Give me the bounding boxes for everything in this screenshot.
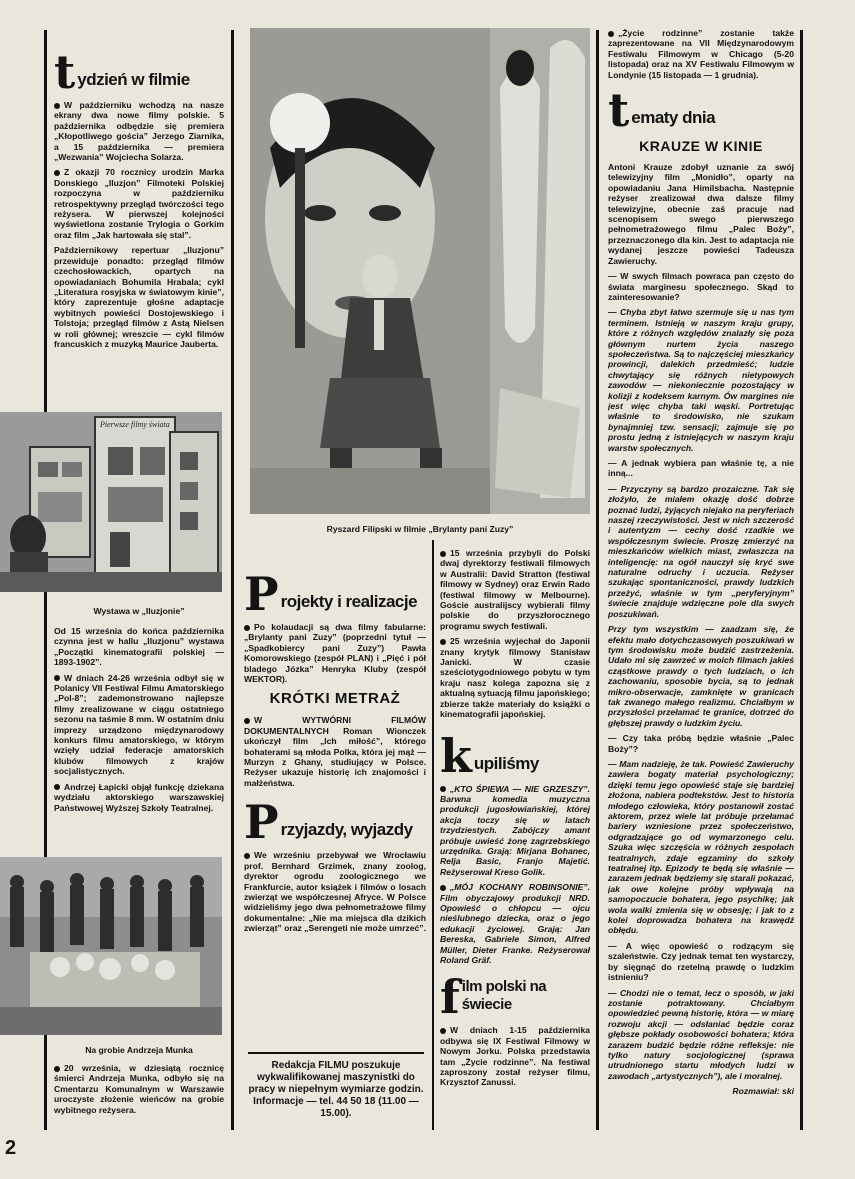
- article-question: — Czy taka próbą będzie właśnie „Palec Boży”?: [608, 733, 794, 754]
- news-item: Z okazji 70 rocznicy urodzin Marka Donskiego „Iluzjon” Filmoteki Polskiej rozpoczyna w październiku retrospektywny przegląd twórczości tego reżysera. W pierwszej kolejności wyświetlona zostanie Trylogia o Gorkim oraz film „Jak hartowała się stal”.: [54, 167, 224, 240]
- bullet-icon: [440, 551, 446, 557]
- section-title-krotki: KRÓTKI METRAŻ: [269, 690, 401, 708]
- article-answer: — Chyba zbyt łatwo szermuje się u nas tym terminem. Istnieją w naszym kraju grupy, które z różnych względów znalazły się poza głównym nurtem życia naszego społeczeństwa. Są to najczęściej mieszkańcy prowincji, dalekich przedmieść; ludzie chwytający się różnych nietypowych zawodów — niekoniecznie pozostający w kolizji z kodeksem karnym. Ów margines nie jest więc chyba taki wąski. Portretując właśnie to środowisko, nie szukam bynajmniej tzw. sensacji; zajmuje się po prostu jedną z istniejących w naszym kraju warstw społecznych.: [608, 307, 794, 453]
- main-film-photo-drawing: [250, 28, 590, 514]
- article-question: — A więc opowieść o rodzącym się szaleństwie. Czy jednak temat ten wystarczy, by sięgnąć do rzetelną prawdę o ludzkim istnieniu?: [608, 940, 794, 983]
- dropcap: P: [244, 795, 279, 850]
- section-head-tematy: [608, 83, 794, 138]
- bullet-icon: [440, 1028, 446, 1034]
- photo-caption: Na grobie Andrzeja Munka: [85, 1045, 193, 1055]
- news-item: 25 września wyjechał do Japonii znany krytyk filmowy Stanisław Janicki. W czasie sześciotygodniowego pobytu w tym kraju nasz kolega zapozna się z aktualną sytuacją filmu japońskiego; zbierze także materiały do książki o kinematografii japońskiej.: [440, 636, 590, 720]
- main-film-photo: [250, 28, 590, 514]
- bullet-icon: [244, 853, 250, 859]
- news-item: W październiku wchodzą na nasze ekrany dwa nowe filmy polskie. 5 października odbędzie się premiera „Kłopotliwego gościa” Jerzego Ziarnika, a 15 października — premiera „Wezwania” Wojciecha Solarza.: [54, 100, 224, 163]
- article-answer: Przy tym wszystkim — zaadzam się, że efektu mało dotychczasowych poszukiwań w tym środowisku może budzić zastrzeżenia. Udało mi się zawrzeć w moich filmach jakieś cząstkowe prawdy o tych ludziach, o ich zachowaniu, sposobie bycia, są to jednak mikro-obserwacje, zamknięte w granicach tak zwanego małego realizmu. Chciałbym w przyszłości przełamać te granice, dotrzeć do głębszej prawdy o ludzkim życiu.: [608, 624, 794, 728]
- bullet-icon: [440, 885, 446, 891]
- bullet-icon: [608, 31, 614, 37]
- news-item: Po kolaudacji są dwa filmy fabularne: „Brylanty pani Zuzy” (poprzedni tytuł — „Spadkobiercy pani Zuzy”) Pawła Komorowskiego (zespół PLAN) i „Pięć i pół bladego Józka” Henryka Kluby (zespół WEKTOR).: [244, 622, 426, 685]
- section-title: ilm polski na świecie: [461, 978, 547, 1014]
- center-right-column: [440, 548, 590, 1128]
- left-column: [54, 50, 224, 410]
- section-title: rojekty i realizacje: [280, 592, 418, 611]
- grave-photo-drawing: [0, 857, 222, 1035]
- column-rule-center: [231, 30, 234, 1130]
- article-answer: — Przyczyny są bardzo prozaiczne. Tak się złożyło, że miałem okazję dość dobrze poznać ludzi, żyjących niejako na peryferiach naszej rzeczywistości. Jest w nich szczerość i autentyzm — cechy dość rzadkie we współczesnym świecie. Proszę zmierzyć na mieszkańców wielkich miast, zwłaszcza na inteligencję: na ogół nauczył się kryć swe naturalne odruchy i uczucia. Reżyser szukając spontaniczności, prawdy ludzkich przeżyć, właśnie w tym „peryferyjnym” świecie znajduje wdzięczne pole dla swych poszukiwań.: [608, 483, 794, 619]
- news-item: „MÓJ KOCHANY ROBINSONIE”. Film obyczajowy produkcji NRD. Opowieść o chłopcu — ojcu nieślubnego dziecka, oraz o jego edukacji życiowej. Grają: Jan Bereska, Gabriele Simon, Alfred Müller, Dieter Franke. Reżyserował Roland Gräf.: [440, 882, 590, 965]
- article-signature: Rozmawiał: ski: [732, 1086, 794, 1097]
- exhibition-sign: Pierwsze filmy świata: [100, 420, 170, 429]
- bullet-icon: [54, 1066, 60, 1072]
- news-item: Od 15 września do końca października czynna jest w hallu „Iluzjonu” wystawa „Początki kinematografii polskiej — 1893-1902”.: [54, 626, 224, 668]
- article-title: KRAUZE W KINIE: [639, 138, 763, 155]
- bullet-icon: [244, 718, 250, 724]
- news-item: „KTO ŚPIEWA — NIE GRZESZY”. Barwna komedia muzyczna produkcji jugosłowiańskiej, której akcja toczy się w latach trzydziestych. Zabójczy amant próbuje uwieść żonę zagrzebskiego urzędnika. Grają: Mirjana Bohanec, Relja Basic, Franjo Majetić. Reżyserował Kreso Golik.: [440, 783, 590, 877]
- bullet-icon: [54, 675, 60, 681]
- bullet-icon: [54, 784, 60, 790]
- section-head-projekty: [244, 572, 426, 621]
- news-item: W WYTWÓRNI FILMÓW DOKUMENTALNYCH Roman Wionczek ukończył film „Ich miłość”, którego bohaterami są młoda Polka, która jej mąż — Murzyn z Ghany, studiujący w Polsce. Reżyser ukazuje historię ich znajomości i małżeństwa.: [244, 715, 426, 788]
- exhibition-photo-drawing: [0, 412, 222, 592]
- news-item: Październikowy repertuar „Iluzjonu” przewiduje ponadto: przegląd filmów czechosłowackich, opartych na opowiadaniach Bohumila Hrabala; cykl „Literatura rosyjska w światowym kinie”, który zaprezentuje głośne adaptacje wybitnych powieści Dostojewskiego i Tolstoja; przegląd filmów z Astą Nielsen w roli głównej; wreszcie — cykl filmów francuskich z muzyką Maurice Jauberta.: [54, 245, 224, 349]
- notice-rule: [248, 1052, 424, 1054]
- bullet-icon: [54, 170, 60, 176]
- bullet-icon: [54, 103, 60, 109]
- news-item: Andrzej Łapicki objął funkcję dziekana wydziału aktorskiego warszawskiej Państwowej Wyższej Szkoły Teatralnej.: [54, 781, 224, 813]
- column-rule-mid: [432, 540, 434, 1130]
- news-item: 15 września przybyli do Polski dwaj dyrektorzy festiwali filmowych w Australii: David Stratton (festiwal filmowy w Sydney) oraz Erwin Rado (festiwal filmowy w Melbourne). Goście australijscy wybierali filmy polskie do przyszłorocznego programu swych festiwali.: [440, 548, 590, 631]
- article-answer: — Mam nadzieję, że tak. Powieść Zawieruchy zawiera bogaty materiał psychologiczny; dzięki temu jego opowieść staje się bardziej złożona, nabiera podtekstów. Jest to historia młodego człowieka, który postanowił zostać aktorem, przez wiele lat próbuje przełamać bariery wzniesione przez społeczeństwo, odgradzające go od wymarzonego celu. Szuka więc szczęścia w różnych zespołach teatralnych, zdaje egzaminy do szkoły teatralnej itp. Epizody te będą się właśnie — zarazem jednak będziemy się starali pokazać, jak owe kolejne próby wpływają na samopoczucie bohatera, jego psychikę; jak wola walki zmienia się w obsesję; i jak to z kolei doprowadza bohatera na krawędź obłędu.: [608, 758, 794, 936]
- article-question: — W swych filmach powraca pan często do świata marginesu społecznego. Skąd to zainteresowanie?: [608, 271, 794, 302]
- article-paragraph: Antoni Krauze zdobył uznanie za swój telewizyjny film „Monidło”, oparty na opowiadaniu Jana Himilsbacha. Następnie reżyser zrealizował dwa dalsze filmy telewizyjne, obecnie zaś pracuje nad scenopisem swego pierwszego pełnometrażowego filmu „Palec Boży”, przeznaczonego dla kin. Jest to adaptacja nie wydanej jeszcze powieści Tadeusza Zawieruchy.: [608, 162, 794, 266]
- news-item: „Życie rodzinne” zostanie także zaprezentowane na VII Międzynarodowym Festiwalu Filmowym w Chicago (5-20 listopada) oraz na XV Festiwalu Filmowym w Londynie (15 listopada — 1 grudnia).: [608, 28, 794, 80]
- section-title: rzyjazdy, wyjazdy: [280, 820, 413, 840]
- center-left-column: [244, 572, 426, 1132]
- main-photo-caption: Ryszard Filipski w filmie „Brylanty pani Zuzy”: [326, 524, 514, 534]
- page-number: 2: [5, 1137, 17, 1159]
- section-title: ematy dnia: [631, 108, 716, 128]
- dropcap: f: [440, 970, 460, 1025]
- right-column: [608, 28, 794, 1133]
- exhibition-photo: [0, 412, 222, 592]
- bullet-icon: [440, 786, 446, 792]
- dropcap: t: [54, 50, 76, 99]
- section-head-film: [440, 970, 590, 1025]
- left-column-bottom: [54, 1045, 224, 1135]
- dropcap: t: [608, 83, 630, 138]
- grave-photo: [0, 857, 222, 1035]
- news-item: W dniach 24-26 września odbył się w Polanicy VII Festiwal Filmu Amatorskiego „Pol-8”; zademonstrowano najlepsze filmy zrealizowane w ciągu ostatniego sezonu na taśmie 8 mm. W ostatnim dniu imprezy urządzono międzynarodowy konkurs filmu amatorskiego, w którym wzięły udział federacje amatorskich klubów filmowych z krajów socjalistycznych.: [54, 672, 224, 777]
- dropcap: P: [244, 572, 279, 621]
- article-answer: — Chodzi nie o temat, lecz o sposób, w jaki zostanie potraktowany. Chciałbym opowiedzieć pewną historię, która — w miarę rozwoju akcji — odsłaniać będzie coraz głębsze pokłady osobowości bohatera; która zarazem budzić będzie różne refleksje: nie tylko natury socjologicznej (sprawa utrudnionego startu młodych ludzi w zawodach „artystycznych”), ale i moralnej.: [608, 987, 794, 1081]
- section-title: ydzień w filmie: [77, 70, 190, 89]
- column-rule-right: [596, 30, 599, 1130]
- dropcap: k: [440, 728, 472, 783]
- news-item: W dniach 1-15 października odbywa się IX Festiwal Filmowy w Nowym Jorku. Polska przedstawia tam „Życie rodzinne”. Na festiwal zaproszony został reżyser filmu, Krzysztof Zanussi.: [440, 1025, 590, 1088]
- photo-caption: Wystawa w „Iluzjonie”: [93, 606, 185, 616]
- column-rule-edge: [800, 30, 803, 1130]
- news-item: We wrześniu przebywał we Wrocławiu prof. Bernhard Grzimek, znany zoolog, dyrektor ogrodu zoologicznego we Frankfurcie, autor książek i filmów o losach zwierząt we współczesnej Afryce. W Polsce widzieliśmy jego dwa pełnometrażowe filmy dokumentalne: „Nie ma miejsca dla dzikich zwierząt” oraz „Serengeti nie może umrzeć”.: [244, 850, 426, 934]
- bullet-icon: [244, 625, 250, 631]
- section-head-kupilismy: [440, 728, 590, 783]
- section-head-przyjazdy: [244, 795, 426, 850]
- job-notice: Redakcja FILMU poszukuje wykwalifikowanej maszynistki do pracy w niepełnym wymiarze godzin. Informacje — tel. 44 50 18 (11.00 — 15.00).: [248, 1060, 424, 1119]
- left-column-mid: [54, 600, 224, 850]
- bullet-icon: [440, 639, 446, 645]
- section-head-tydzien: [54, 50, 224, 99]
- news-item: 20 września, w dziesiątą rocznicę śmierci Andrzeja Munka, odbyło się na Cmentarzu Komunalnym w Warszawie uroczyste złożenie wieńców na grobie wybitnego reżysera.: [54, 1063, 224, 1115]
- section-title: upiliśmy: [473, 753, 539, 773]
- article-question: — A jednak wybiera pan właśnie tę, a nie inną...: [608, 458, 794, 479]
